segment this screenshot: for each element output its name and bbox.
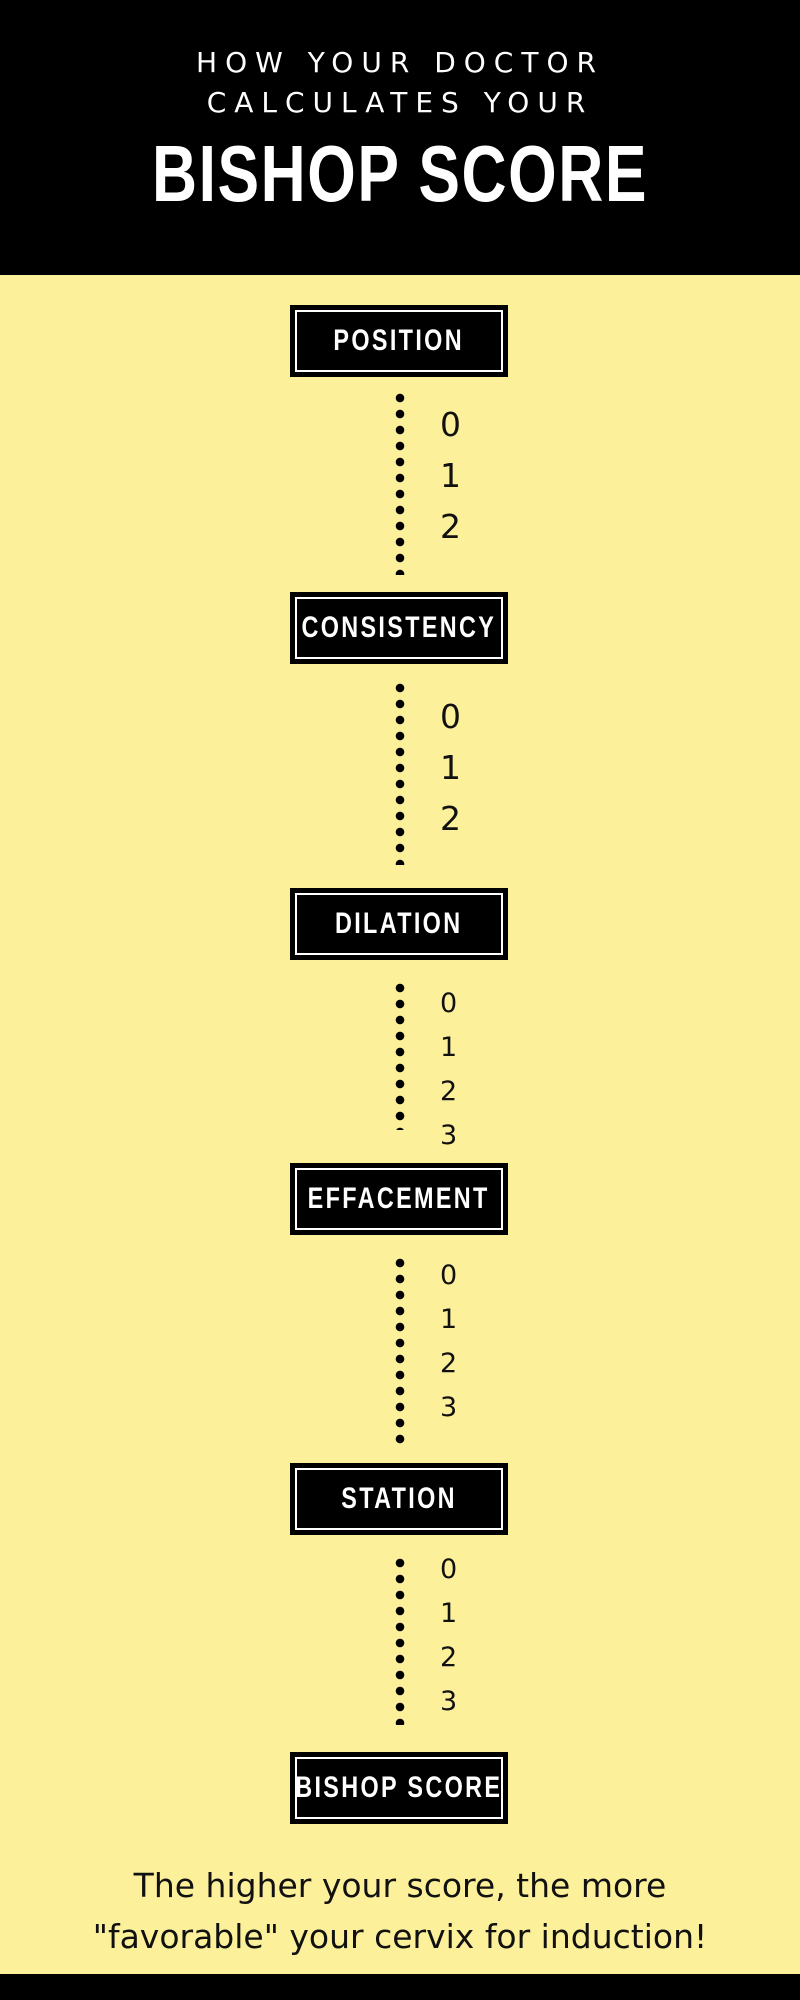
position-badge: [290, 305, 508, 377]
effacement-row-score: 1: [440, 1304, 458, 1335]
station-badge: [290, 1463, 508, 1535]
effacement-badge-label: EFFACEMENT: [307, 1182, 491, 1215]
station-row-score: 0: [440, 1554, 458, 1585]
consistency-badge-label: CONSISTENCY: [301, 611, 497, 644]
station-row-score: 1: [440, 1598, 458, 1629]
position-row-score: 2: [440, 507, 461, 546]
bishop-score-badge-label: BISHOP SCORE: [295, 1771, 503, 1804]
consistency-badge: [290, 592, 508, 664]
bishop-score-badge: [290, 1752, 508, 1824]
footer-note: [0, 1860, 800, 1962]
dilation-row-score: 3: [440, 1120, 458, 1151]
dilation-badge: [290, 888, 508, 960]
effacement-dotted-divider: [395, 1255, 405, 1445]
page-title: BISHOP SCORE: [151, 129, 649, 218]
position-badge-label: POSITION: [333, 324, 465, 357]
dilation-row-score: 0: [440, 988, 458, 1019]
footer-note-line1: The higher your score, the more: [133, 1866, 667, 1905]
footer-note-line2: "favorable" your cervix for induction!: [92, 1917, 708, 1956]
dilation-badge-label: DILATION: [335, 907, 463, 940]
position-row-score: 0: [440, 405, 461, 444]
effacement-row-score: 2: [440, 1348, 458, 1379]
effacement-badge: [290, 1163, 508, 1235]
position-dotted-divider: [395, 390, 405, 575]
header-banner: [0, 0, 800, 275]
station-dotted-divider: [395, 1555, 405, 1725]
effacement-row-score: 0: [440, 1260, 458, 1291]
consistency-dotted-divider: [395, 680, 405, 865]
dilation-row-score: 1: [440, 1032, 458, 1063]
header-subtitle-line1: HOW YOUR DOCTOR: [196, 46, 604, 79]
effacement-row-score: 3: [440, 1392, 458, 1423]
station-badge-label: STATION: [341, 1482, 457, 1515]
dilation-dotted-divider: [395, 980, 405, 1130]
position-row-score: 1: [440, 456, 461, 495]
consistency-row-score: 0: [440, 697, 461, 736]
dilation-row-score: 2: [440, 1076, 458, 1107]
station-row-score: 3: [440, 1686, 458, 1717]
station-row-score: 2: [440, 1642, 458, 1673]
header-subtitle-line2: CALCULATES YOUR: [206, 86, 594, 119]
consistency-row-score: 2: [440, 799, 461, 838]
consistency-row-score: 1: [440, 748, 461, 787]
bottom-bar: [0, 1974, 800, 2000]
